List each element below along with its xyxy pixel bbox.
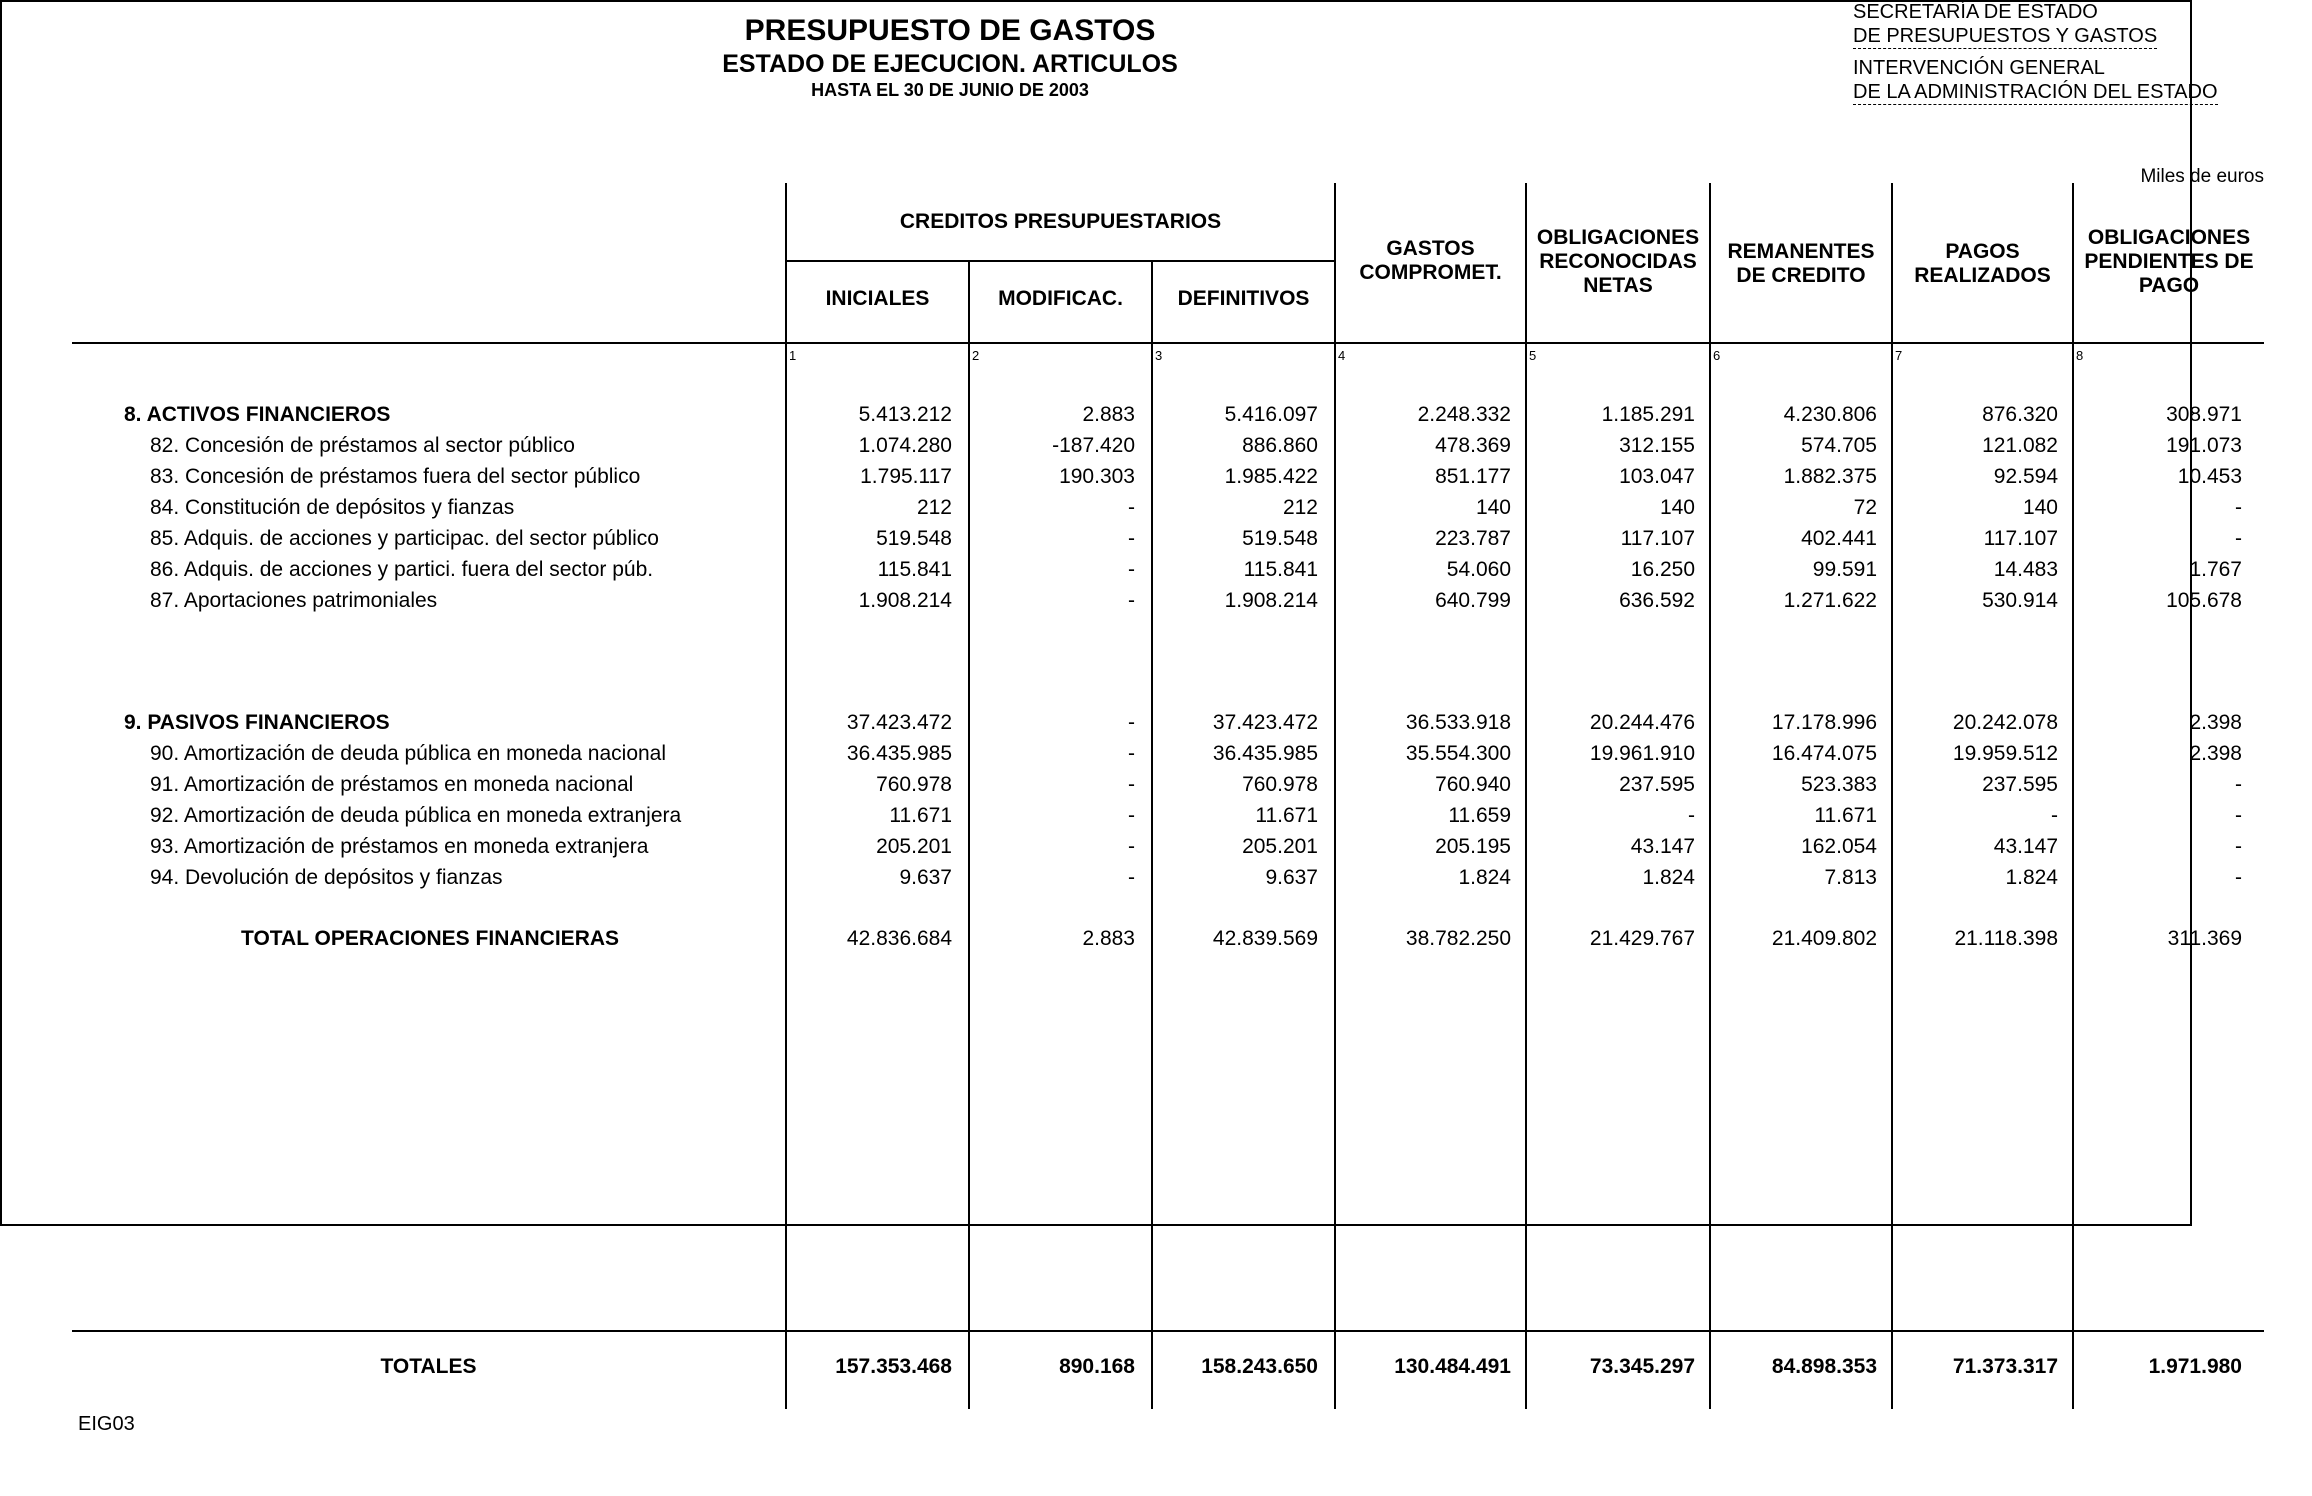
section-row (0, 711, 2312, 741)
row-label: 83. Concesión de préstamos fuera del sector público (150, 465, 641, 488)
cell-value: 162.054 (1801, 835, 1877, 858)
total-value: 71.373.317 (1952, 1355, 2058, 1378)
table-row (0, 804, 2312, 834)
org-line-1: SECRETARÍA DE ESTADO (1853, 1, 2098, 23)
col-number: 5 (1529, 348, 1537, 363)
cell-value: - (1688, 804, 1695, 827)
cell-value: 205.201 (1242, 835, 1318, 858)
cell-value: -187.420 (1052, 434, 1135, 457)
table-row (0, 773, 2312, 803)
cell-value: 191.073 (2166, 434, 2242, 457)
cell-value: - (1128, 804, 1135, 827)
total-value: 84.898.353 (1771, 1355, 1877, 1378)
table-row (0, 742, 2312, 772)
cell-value: - (1128, 527, 1135, 550)
cell-value: 43.147 (1993, 835, 2058, 858)
cell-value: 760.978 (876, 773, 952, 796)
cell-value: - (2235, 773, 2242, 796)
row-label: 9. PASIVOS FINANCIEROS (124, 711, 390, 734)
cell-value: 760.940 (1435, 773, 1511, 796)
cell-value: 10.453 (2177, 465, 2242, 488)
header-pendientes: OBLIGACIONES PENDIENTES DE PAGO (2084, 226, 2254, 297)
col-number: 6 (1713, 348, 1721, 363)
cell-value: 311.369 (2167, 927, 2242, 950)
cell-value: 42.836.684 (846, 927, 952, 950)
footer-code: EIG03 (78, 1413, 135, 1435)
cell-value: 1.074.280 (858, 434, 952, 457)
cell-value: 115.841 (1243, 558, 1318, 581)
cell-value: 35.554.300 (1405, 742, 1511, 765)
subtotal-row (0, 927, 2312, 957)
total-value: 157.353.468 (835, 1355, 952, 1378)
header-pagos: PAGOS REALIZADOS (1914, 240, 2051, 287)
cell-value: 312.155 (1619, 434, 1695, 457)
cell-value: 1.271.622 (1783, 589, 1877, 612)
cell-value: 212 (1282, 496, 1318, 519)
section-row (0, 403, 2312, 433)
cell-value: 1.824 (1458, 866, 1511, 889)
cell-value: 4.230.806 (1783, 403, 1877, 426)
cell-value: 99.591 (1812, 558, 1877, 581)
cell-value: 2.883 (1082, 927, 1135, 950)
cell-value: 11.671 (1814, 804, 1877, 827)
cell-value: 140 (1475, 496, 1511, 519)
cell-value: 11.671 (889, 804, 952, 827)
org-block-2 (1853, 56, 2218, 105)
cell-value: 14.483 (1993, 558, 2058, 581)
row-label: 92. Amortización de deuda pública en moneda extranjera (150, 804, 682, 827)
col-number: 7 (1895, 348, 1903, 363)
cell-value: 36.533.918 (1405, 711, 1511, 734)
cell-value: 11.671 (1255, 804, 1318, 827)
cell-value: - (2235, 866, 2242, 889)
col-number: 2 (972, 348, 980, 363)
org-line-4: DE LA ADMINISTRACIÓN DEL ESTADO (1853, 81, 2218, 103)
cell-value: 21.409.802 (1771, 927, 1877, 950)
group-divider (785, 260, 1336, 262)
header-definitivos: DEFINITIVOS (1177, 287, 1310, 310)
total-value: 1.971.980 (2148, 1355, 2242, 1378)
cell-value: 42.839.569 (1212, 927, 1318, 950)
cell-value: 2.248.332 (1417, 403, 1511, 426)
total-value: 73.345.297 (1589, 1355, 1695, 1378)
row-label: 8. ACTIVOS FINANCIEROS (124, 403, 391, 426)
org-line-2: DE PRESUPUESTOS Y GASTOS (1853, 25, 2158, 47)
cell-value: 20.244.476 (1589, 711, 1695, 734)
cell-value: 21.429.767 (1589, 927, 1695, 950)
cell-value: 760.978 (1242, 773, 1318, 796)
cell-value: - (1128, 773, 1135, 796)
cell-value: 1.185.291 (1601, 403, 1695, 426)
cell-value: - (1128, 558, 1135, 581)
row-label: 86. Adquis. de acciones y partici. fuera del sector púb. (150, 558, 654, 581)
cell-value: - (2235, 835, 2242, 858)
row-label: 87. Aportaciones patrimoniales (150, 589, 438, 612)
cell-value: 103.047 (1619, 465, 1695, 488)
cell-value: 1.767 (2189, 558, 2242, 581)
cell-value: 36.435.985 (846, 742, 952, 765)
cell-value: 92.594 (1993, 465, 2058, 488)
row-label: 90. Amortización de deuda pública en moneda nacional (150, 742, 667, 765)
cell-value: 574.705 (1801, 434, 1877, 457)
totals-divider (72, 1330, 2264, 1332)
cell-value: 117.107 (1983, 527, 2058, 550)
header-remanentes: REMANENTES DE CREDITO (1727, 240, 1875, 287)
cell-value: 1.882.375 (1783, 465, 1877, 488)
row-label: 91. Amortización de préstamos en moneda nacional (150, 773, 634, 796)
cell-value: 237.595 (1619, 773, 1695, 796)
cell-value: 36.435.985 (1212, 742, 1318, 765)
cell-value: 308.971 (2166, 403, 2242, 426)
cell-value: 205.195 (1435, 835, 1511, 858)
cell-value: 121.082 (1982, 434, 2058, 457)
cell-value: - (1128, 711, 1135, 734)
row-label: TOTAL OPERACIONES FINANCIERAS (241, 927, 620, 950)
units-label: Miles de euros (2140, 166, 2264, 187)
cell-value: - (1128, 496, 1135, 519)
cell-value: 11.659 (1448, 804, 1511, 827)
cell-value: 1.908.214 (1224, 589, 1318, 612)
cell-value: 140 (2022, 496, 2058, 519)
cell-value: 7.813 (1824, 866, 1877, 889)
col-number: 4 (1338, 348, 1346, 363)
cell-value: 5.416.097 (1224, 403, 1318, 426)
cell-value: 876.320 (1982, 403, 2058, 426)
cell-value: 886.860 (1242, 434, 1318, 457)
cell-value: 1.908.214 (858, 589, 952, 612)
cell-value: 16.474.075 (1771, 742, 1877, 765)
org-block-1 (1853, 0, 2157, 49)
cell-value: 140 (1659, 496, 1695, 519)
cell-value: 212 (916, 496, 952, 519)
report-title: PRESUPUESTO DE GASTOS (744, 14, 1156, 47)
cell-value: - (1128, 742, 1135, 765)
col-number: 3 (1155, 348, 1163, 363)
cell-value: 105.678 (2166, 589, 2242, 612)
report-date: HASTA EL 30 DE JUNIO DE 2003 (811, 80, 1089, 100)
row-label: 93. Amortización de préstamos en moneda extranjera (150, 835, 649, 858)
cell-value: - (2235, 527, 2242, 550)
cell-value: 640.799 (1435, 589, 1511, 612)
cell-value: 2.883 (1082, 403, 1135, 426)
cell-value: 205.201 (876, 835, 952, 858)
cell-value: 9.637 (899, 866, 952, 889)
row-label: 94. Devolución de depósitos y fianzas (150, 866, 503, 889)
cell-value: 636.592 (1619, 589, 1695, 612)
cell-value: 117.107 (1620, 527, 1695, 550)
cell-value: 237.595 (1982, 773, 2058, 796)
table-row (0, 589, 2312, 619)
cell-value: 19.959.512 (1952, 742, 2058, 765)
cell-value: 43.147 (1630, 835, 1695, 858)
org-line-3: INTERVENCIÓN GENERAL (1853, 57, 2105, 79)
cell-value: 20.242.078 (1952, 711, 2058, 734)
header-iniciales: INICIALES (825, 287, 930, 310)
cell-value: - (1128, 589, 1135, 612)
cell-value: 19.961.910 (1589, 742, 1695, 765)
cell-value: 519.548 (1242, 527, 1318, 550)
header-divider (72, 342, 2264, 344)
table-row (0, 527, 2312, 557)
cell-value: - (1128, 866, 1135, 889)
cell-value: - (2235, 804, 2242, 827)
cell-value: 9.637 (1265, 866, 1318, 889)
header-gastos: GASTOS COMPROMET. (1359, 237, 1502, 284)
table-row (0, 866, 2312, 896)
header-modificac: MODIFICAC. (998, 287, 1123, 310)
cell-value: 37.423.472 (1212, 711, 1318, 734)
cell-value: 851.177 (1435, 465, 1511, 488)
cell-value: 5.413.212 (858, 403, 952, 426)
col-number: 8 (2076, 348, 2084, 363)
cell-value: 2.398 (2189, 742, 2242, 765)
cell-value: 478.369 (1435, 434, 1511, 457)
cell-value: - (1128, 835, 1135, 858)
table-row (0, 434, 2312, 464)
row-label: 84. Constitución de depósitos y fianzas (150, 496, 515, 519)
header-creditos: CREDITOS PRESUPUESTARIOS (899, 210, 1222, 233)
row-label: 82. Concesión de préstamos al sector público (150, 434, 575, 457)
cell-value: 1.824 (2005, 866, 2058, 889)
col-number: 1 (789, 348, 797, 363)
cell-value: 190.303 (1059, 465, 1135, 488)
cell-value: 2.398 (2189, 711, 2242, 734)
table-row (0, 835, 2312, 865)
cell-value: 16.250 (1630, 558, 1695, 581)
cell-value: 21.118.398 (1954, 927, 2058, 950)
cell-value: - (2235, 496, 2242, 519)
cell-value: 519.548 (876, 527, 952, 550)
cell-value: 115.841 (877, 558, 952, 581)
total-value: 130.484.491 (1394, 1355, 1511, 1378)
cell-value: 37.423.472 (846, 711, 952, 734)
totals-label: TOTALES (380, 1355, 477, 1378)
table-row (0, 465, 2312, 495)
cell-value: 38.782.250 (1405, 927, 1511, 950)
report-subtitle: ESTADO DE EJECUCION. ARTICULOS (722, 50, 1178, 78)
table-row (0, 496, 2312, 526)
row-label: 85. Adquis. de acciones y participac. del sector público (150, 527, 659, 550)
table-row (0, 558, 2312, 588)
total-value: 890.168 (1059, 1355, 1135, 1378)
cell-value: 1.795.117 (860, 465, 952, 488)
cell-value: 530.914 (1982, 589, 2058, 612)
cell-value: 54.060 (1446, 558, 1511, 581)
cell-value: 523.383 (1801, 773, 1877, 796)
cell-value: 17.178.996 (1771, 711, 1877, 734)
total-value: 158.243.650 (1201, 1355, 1318, 1378)
cell-value: 72 (1853, 496, 1877, 519)
cell-value: 402.441 (1801, 527, 1877, 550)
cell-value: - (2051, 804, 2058, 827)
cell-value: 1.985.422 (1224, 465, 1318, 488)
cell-value: 1.824 (1642, 866, 1695, 889)
cell-value: 223.787 (1435, 527, 1511, 550)
header-obligaciones: OBLIGACIONES RECONOCIDAS NETAS (1536, 226, 1700, 297)
